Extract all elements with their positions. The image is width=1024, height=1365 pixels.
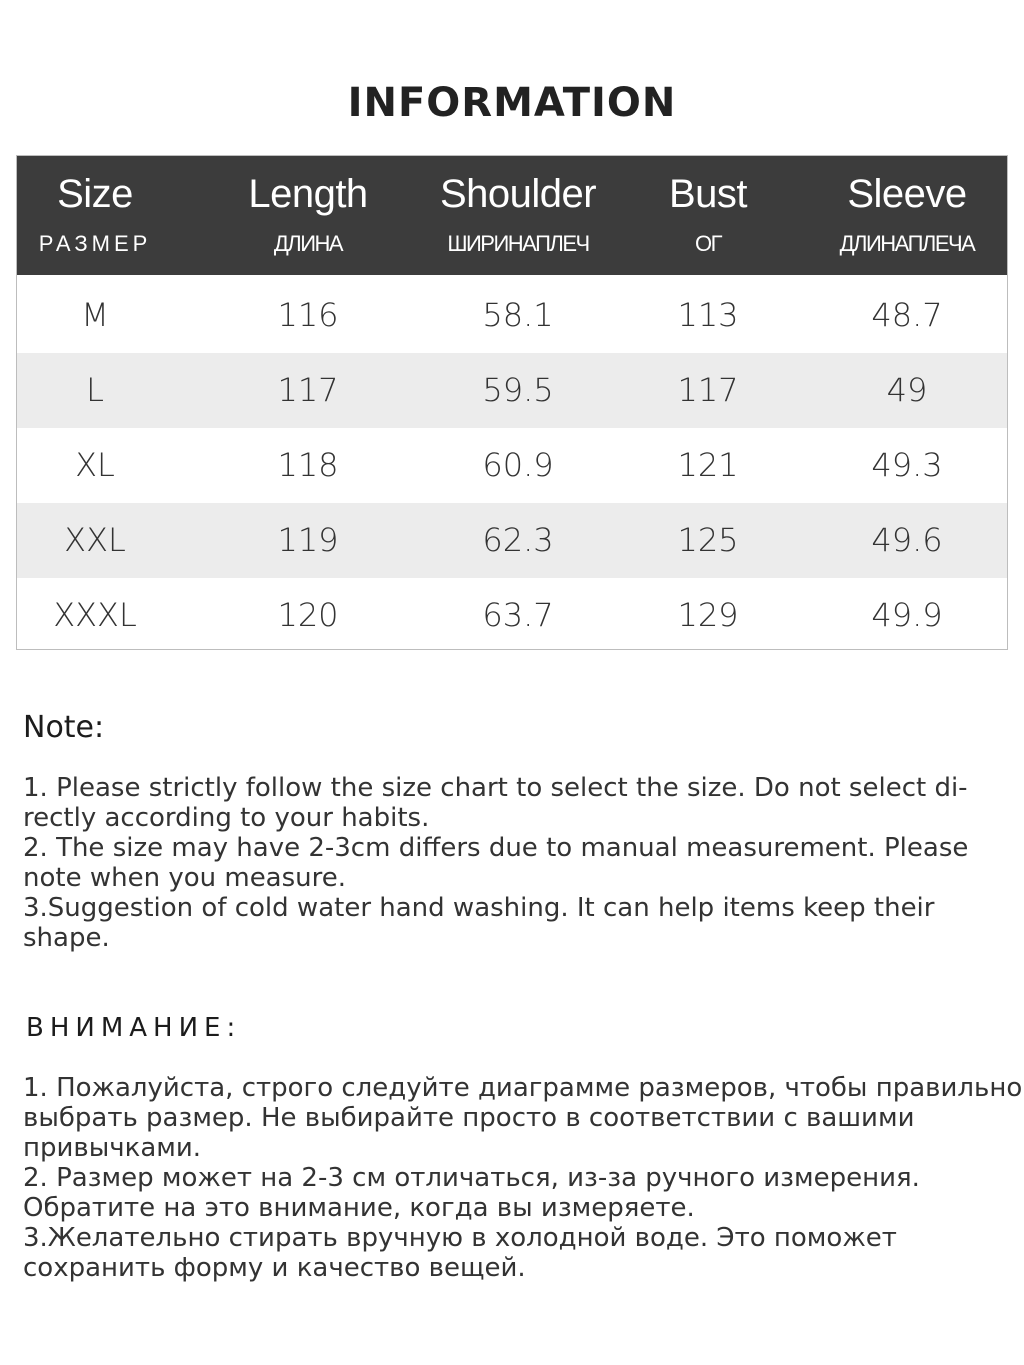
header-bust — [623, 156, 793, 275]
header-sleeve — [807, 156, 1007, 275]
size-cell: XL — [75, 446, 115, 484]
table-row — [17, 428, 1007, 503]
header-label: Shoulder — [439, 172, 597, 216]
table-row — [17, 578, 1007, 653]
attention-line: 1. Пожалуйста, строго следуйте диаграмме размеров, чтобы правильно — [23, 1073, 1023, 1103]
table-row — [17, 278, 1007, 353]
size-cell: L — [86, 371, 104, 409]
note-line: rectly according to your habits. — [23, 803, 430, 833]
bust-cell: 125 — [677, 521, 739, 559]
page-title: INFORMATION — [347, 80, 677, 126]
shoulder-cell: 62.3 — [482, 521, 554, 559]
header-length — [204, 156, 412, 275]
size-cell: M — [81, 296, 109, 334]
length-cell: 117 — [277, 371, 339, 409]
sleeve-cell: 48.7 — [871, 296, 943, 334]
header-sublabel: ШИРИНАПЛЕЧ — [447, 231, 589, 256]
size-chart-table — [16, 155, 1008, 650]
bust-cell: 129 — [677, 596, 739, 634]
note-line: 2. The size may have 2-3cm differs due to manual measurement. Please — [23, 833, 969, 863]
shoulder-cell: 60.9 — [482, 446, 554, 484]
attention-line: 3.Желательно стирать вручную в холодной воде. Это поможет — [23, 1223, 897, 1253]
note-text — [23, 773, 1003, 953]
header-label: Bust — [668, 172, 748, 216]
table-row — [17, 503, 1007, 578]
note-line: shape. — [23, 923, 110, 953]
attention-line: Обратите на это внимание, когда вы измеряете. — [23, 1193, 695, 1223]
header-sublabel: ДЛИНА — [273, 231, 343, 256]
table-row — [17, 353, 1007, 428]
shoulder-cell: 58.1 — [482, 296, 554, 334]
shoulder-cell: 63.7 — [482, 596, 554, 634]
table-header — [17, 156, 1007, 275]
attention-heading: ВНИМАНИЕ: — [26, 1013, 242, 1043]
length-cell: 118 — [277, 446, 339, 484]
length-cell: 119 — [277, 521, 339, 559]
size-cell: XXXL — [53, 596, 137, 634]
sleeve-cell: 49.3 — [871, 446, 943, 484]
header-sublabel: РАЗМЕР — [38, 231, 152, 256]
note-line: 1. Please strictly follow the size chart to select the size. Do not select di- — [23, 773, 968, 803]
header-size — [17, 156, 173, 275]
header-sublabel: ДЛИНАПЛЕЧА — [839, 231, 975, 256]
attention-line: выбрать размер. Не выбирайте просто в соответствии с вашими — [23, 1103, 915, 1133]
bust-cell: 117 — [677, 371, 739, 409]
header-label: Length — [248, 172, 368, 216]
bust-cell: 113 — [677, 296, 739, 334]
header-shoulder — [413, 156, 623, 275]
length-cell: 116 — [277, 296, 339, 334]
sleeve-cell: 49.9 — [871, 596, 943, 634]
header-label: Size — [57, 172, 133, 216]
note-line: 3.Suggestion of cold water hand washing. It can help items keep their — [23, 893, 935, 923]
attention-line: 2. Размер может на 2-3 см отличаться, из-за ручного измерения. — [23, 1163, 920, 1193]
attention-text — [23, 1073, 1023, 1283]
attention-line: привычками. — [23, 1133, 202, 1163]
note-heading: Note: — [23, 710, 105, 745]
sleeve-cell: 49 — [886, 371, 928, 409]
sleeve-cell: 49.6 — [871, 521, 943, 559]
shoulder-cell: 59.5 — [482, 371, 554, 409]
note-line: note when you measure. — [23, 863, 347, 893]
attention-line: сохранить форму и качество вещей. — [23, 1253, 526, 1283]
length-cell: 120 — [277, 596, 339, 634]
bust-cell: 121 — [677, 446, 739, 484]
header-label: Sleeve — [847, 172, 967, 216]
size-cell: XXL — [64, 521, 126, 559]
header-sublabel: ОГ — [694, 231, 722, 256]
